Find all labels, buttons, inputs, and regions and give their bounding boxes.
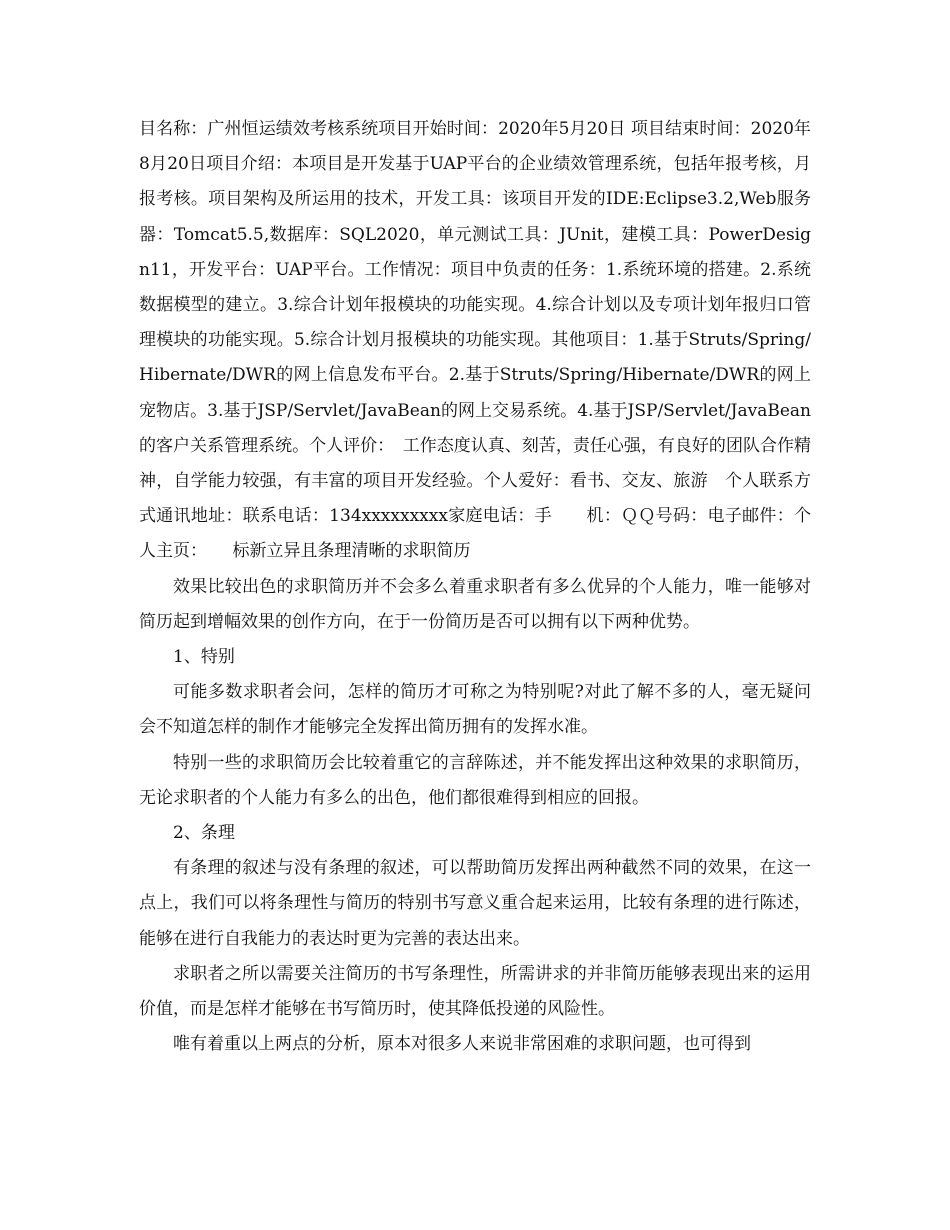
paragraph-effect: 效果比较出色的求职简历并不会多么着重求职者有多么优异的个人能力，唯一能够对简历起到增幅效果的创作方向，在于一份简历是否可以拥有以下两种优势。 [139, 576, 811, 632]
heading-special: 1、特别 [173, 647, 235, 668]
document-page [139, 112, 811, 1062]
paragraph-special-wording: 特别一些的求职简历会比较着重它的言辞陈述，并不能发挥出这种效果的求职简历，无论求职者的个人能力有多么的出色，他们都很难得到相应的回报。 [139, 752, 811, 808]
paragraph-order-narration: 有条理的叙述与没有条理的叙述，可以帮助简历发挥出两种截然不同的效果，在这一点上，我们可以将条理性与简历的特别书写意义重合起来运用，比较有条理的进行陈述，能够在进行自我能力的表达时更为完善的表达出来。 [139, 858, 811, 949]
paragraph-special-question: 可能多数求职者会问，怎样的简历才可称之为特别呢?对此了解不多的人，毫无疑问会不知道怎样的制作才能够完全发挥出简历拥有的发挥水准。 [139, 682, 811, 738]
heading-order: 2、条理 [173, 823, 235, 844]
intro-paragraph: 目名称：广州恒运绩效考核系统项目开始时间：2020年5月20日 项目结束时间：2020年8月20日项目介绍：本项目是开发基于UAP平台的企业绩效管理系统，包括年报考核，月报考核。项目架构及所运用的技术，开发工具：该项目开发的IDE:Eclipse3.2,Web服务器：Tomcat5.5,数据库：SQL2020，单元测试工具：JUnit，建模工具：PowerDesign11，开发平台：UAP平台。工作情况：项目中负责的任务：1.系统环境的搭建。2.系统数据模型的建立。3.综合计划年报模块的功能实现。4.综合计划以及专项计划年报归口管理模块的功能实现。5.综合计划月报模块的功能实现。其他项目：1.基于Struts/Spring/Hibernate/DWR的网上信息发布平台。2.基于Struts/Spring/Hibernate/DWR的网上宠物店。3.基于JSP/Servlet/JavaBean的网上交易系统。4.基于JSP/Servlet/JavaBean的客户关系管理系统。个人评价： 工作态度认真、刻苦，责任心强，有良好的团队合作精神，自学能力较强，有丰富的项目开发经验。个人爱好：看书、交友、旅游 个人联系方式通讯地址：联系电话：134xxxxxxxxx家庭电话：手 机：ＱＱ号码：电子邮件：个人主页： 标新立异且条理清晰的求职简历 [139, 119, 811, 562]
paragraph-order-risk: 求职者之所以需要关注简历的书写条理性，所需讲求的并非简历能够表现出来的运用价值，而是怎样才能够在书写简历时，使其降低投递的风险性。 [139, 963, 811, 1020]
paragraph-conclusion: 唯有着重以上两点的分析，原本对很多人来说非常困难的求职问题，也可得到 [173, 1034, 751, 1055]
